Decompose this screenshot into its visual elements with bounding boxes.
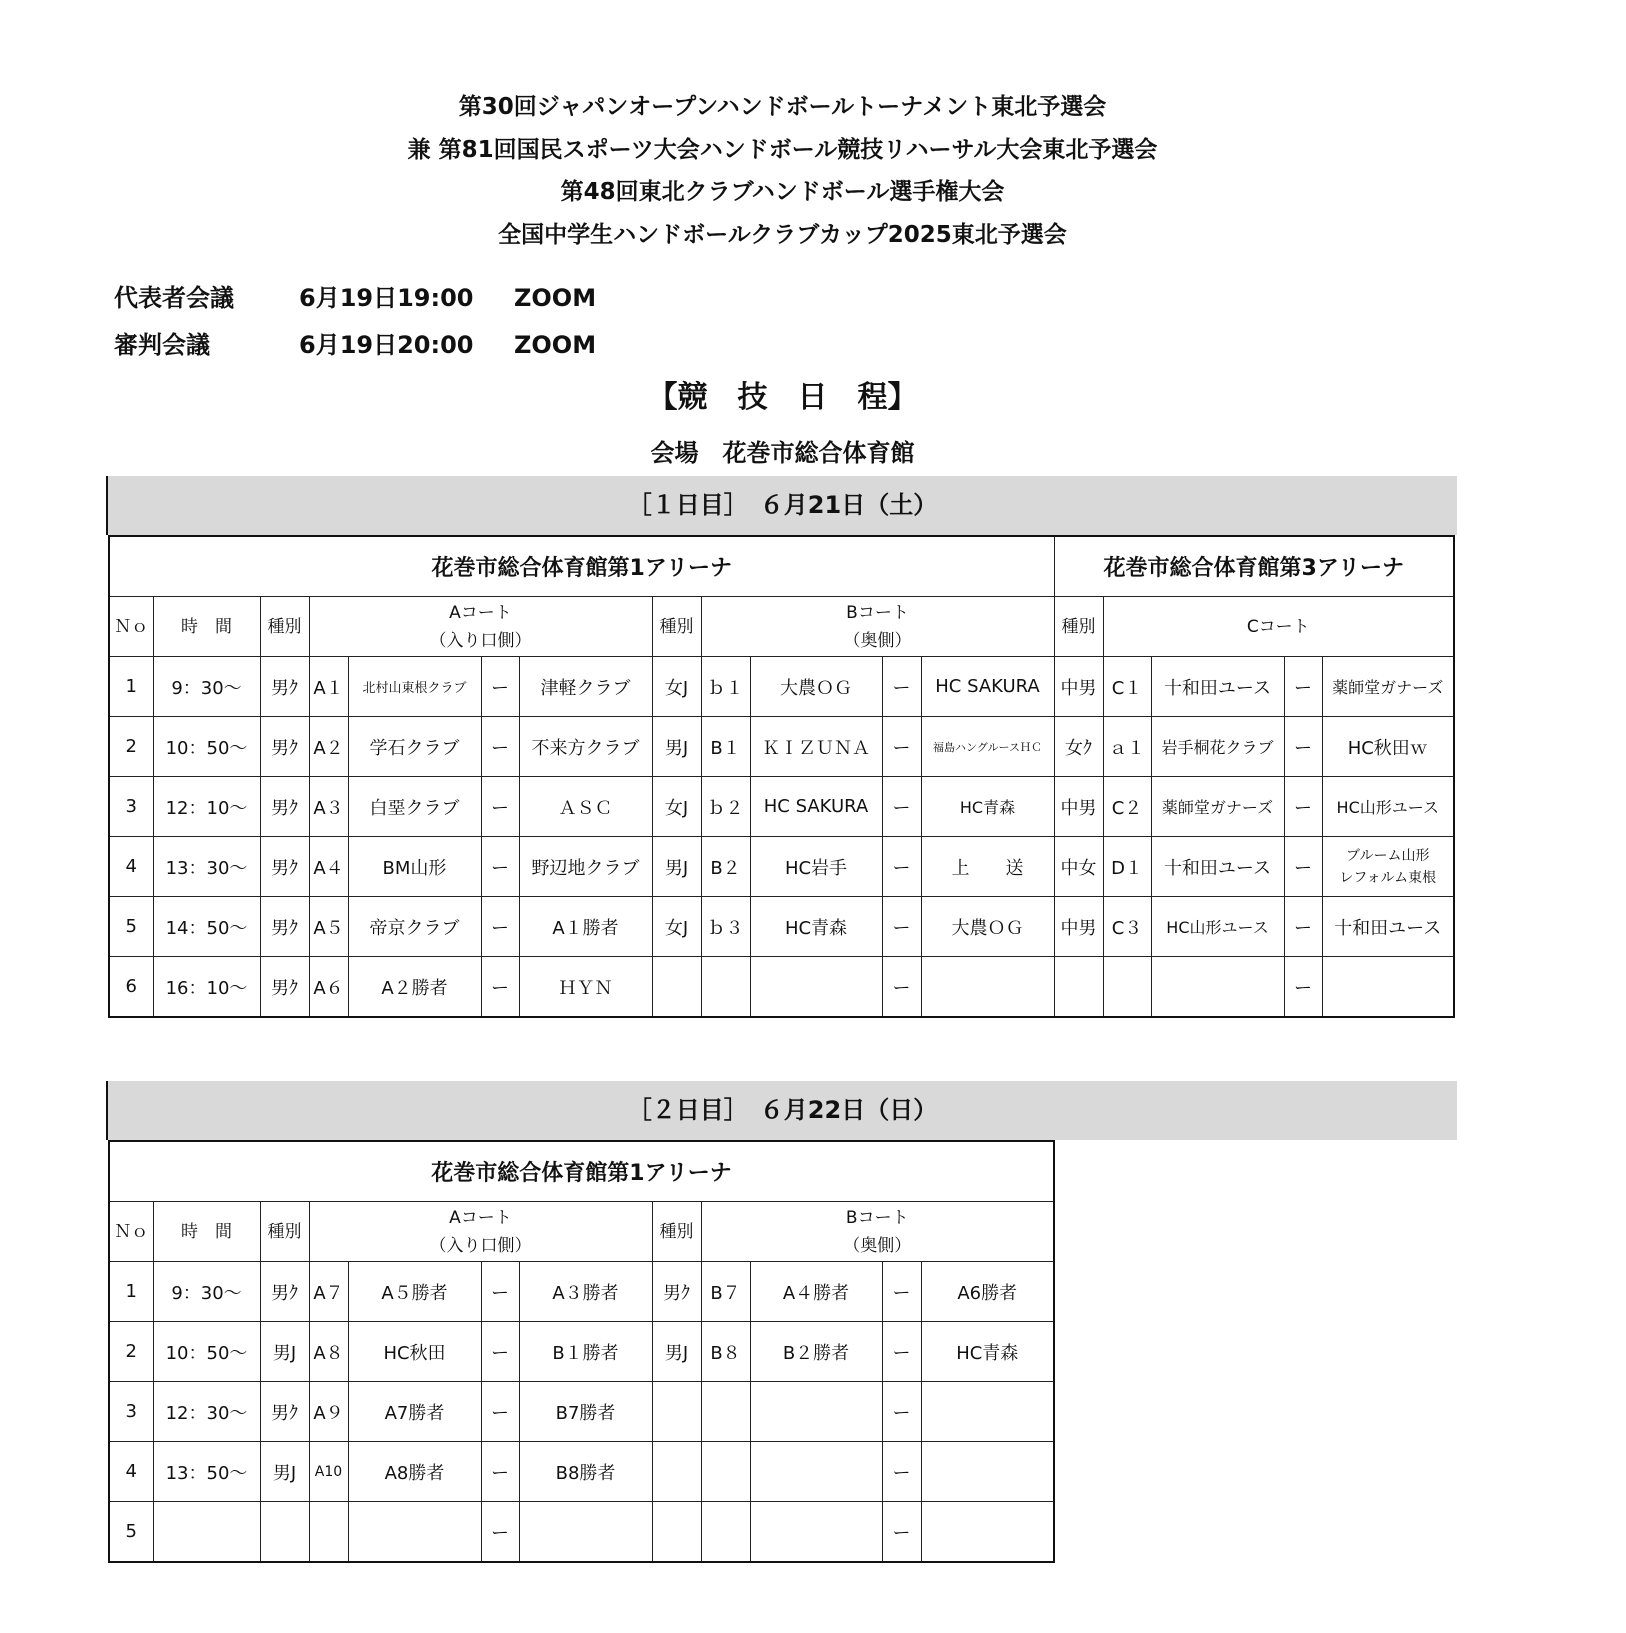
c-away-team: HC秋田ｗ xyxy=(1322,717,1454,777)
match-time: 10：50～ xyxy=(153,1322,260,1382)
a-away-team: B１勝者 xyxy=(519,1322,652,1382)
b-away-team: A6勝者 xyxy=(921,1262,1054,1322)
vs-dash: ー xyxy=(882,657,921,717)
a-home-team: 帝京クラブ xyxy=(348,897,481,957)
c-type xyxy=(1054,957,1103,1018)
vs-dash: ー xyxy=(882,1442,921,1502)
c-type: 女ｸ xyxy=(1054,717,1103,777)
vs-dash: ー xyxy=(1284,717,1322,777)
b-away-team: HC SAKURA xyxy=(921,657,1054,717)
b-match-id: ｂ１ xyxy=(701,657,750,717)
vs-dash: ー xyxy=(1284,777,1322,837)
match-time: 13：30～ xyxy=(153,837,260,897)
a-match-id xyxy=(309,1502,348,1563)
table-row xyxy=(109,1502,1054,1563)
header-type-a: 種別 xyxy=(260,597,309,657)
b-type: 男J xyxy=(652,837,701,897)
vs-dash: ー xyxy=(882,777,921,837)
header-court-c: Cコート xyxy=(1103,597,1454,657)
c-match-id: D１ xyxy=(1103,837,1151,897)
meeting-place: ZOOM xyxy=(514,284,597,312)
vs-dash: ー xyxy=(481,1262,519,1322)
c-home-team: HC山形ユース xyxy=(1151,897,1284,957)
match-time: 16：10～ xyxy=(153,957,260,1018)
meeting-label: 審判会議 xyxy=(114,331,210,359)
a-match-id: A３ xyxy=(309,777,348,837)
day1-arena1-name: 花巻市総合体育館第1アリーナ xyxy=(109,536,1054,597)
vs-dash: ー xyxy=(882,897,921,957)
c-home-team: 十和田ユース xyxy=(1151,837,1284,897)
b-match-id: ｂ２ xyxy=(701,777,750,837)
b-home-team xyxy=(750,957,882,1018)
c-home-team: 十和田ユース xyxy=(1151,657,1284,717)
b-away-team xyxy=(921,1502,1054,1563)
match-time: 10：50～ xyxy=(153,717,260,777)
a-away-team: 津軽クラブ xyxy=(519,657,652,717)
c-match-id: C２ xyxy=(1103,777,1151,837)
match-time: 12：30～ xyxy=(153,1382,260,1442)
b-home-team: B２勝者 xyxy=(750,1322,882,1382)
match-time: 9：30～ xyxy=(153,657,260,717)
a-away-team: ＨＹＮ xyxy=(519,957,652,1018)
meeting-label: 代表者会議 xyxy=(114,284,234,312)
a-home-team: A7勝者 xyxy=(348,1382,481,1442)
c-away-team-1: ブルーム山形 xyxy=(1346,847,1430,864)
day2-band xyxy=(108,1081,1457,1140)
document-titles xyxy=(0,86,1565,256)
table-row xyxy=(109,837,1454,897)
header-time: 時 間 xyxy=(153,1202,260,1262)
b-away-team: HC青森 xyxy=(921,777,1054,837)
b-type: 女J xyxy=(652,897,701,957)
a-type: 男ｸ xyxy=(260,717,309,777)
match-time xyxy=(153,1502,260,1563)
a-match-id: A８ xyxy=(309,1322,348,1382)
title-line-2: 兼 第81回国民スポーツ大会ハンドボール競技リハーサル大会東北予選会 xyxy=(407,136,1158,163)
match-no: 1 xyxy=(109,657,153,717)
venue: 会場 花巻市総合体育館 xyxy=(650,439,915,467)
table-row xyxy=(109,657,1454,717)
vs-dash: ー xyxy=(1284,837,1322,897)
b-away-team: 福島ハングルースＨＣ xyxy=(921,717,1054,777)
b-away-team: 大農ＯＧ xyxy=(921,897,1054,957)
a-type: 男ｸ xyxy=(260,897,309,957)
a-away-team xyxy=(519,1502,652,1563)
match-no: 2 xyxy=(109,717,153,777)
court-b-label: Bコート xyxy=(846,602,909,623)
day2-band-rule xyxy=(106,1081,108,1140)
header-time: 時 間 xyxy=(153,597,260,657)
table-row xyxy=(109,1322,1054,1382)
b-match-id xyxy=(701,1502,750,1563)
b-match-id: B８ xyxy=(701,1322,750,1382)
court-b-sub: （奥側） xyxy=(843,1235,912,1256)
c-away-team xyxy=(1322,957,1454,1018)
a-away-team: B8勝者 xyxy=(519,1442,652,1502)
a-match-id: A６ xyxy=(309,957,348,1018)
court-a-label: Aコート xyxy=(449,1207,512,1228)
vs-dash: ー xyxy=(1284,897,1322,957)
b-home-team: ＫＩＺＵＮＡ xyxy=(750,717,882,777)
vs-dash: ー xyxy=(481,657,519,717)
table-row xyxy=(109,897,1454,957)
a-type: 男ｸ xyxy=(260,777,309,837)
meeting-representatives xyxy=(114,278,596,313)
match-no: 4 xyxy=(109,837,153,897)
a-home-team: A２勝者 xyxy=(348,957,481,1018)
a-home-team: HC秋田 xyxy=(348,1322,481,1382)
b-home-team: HC SAKURA xyxy=(750,777,882,837)
a-type: 男ｸ xyxy=(260,837,309,897)
vs-dash: ー xyxy=(882,1502,921,1563)
b-home-team: 大農ＯＧ xyxy=(750,657,882,717)
meeting-referees xyxy=(114,325,596,360)
c-away-team: 十和田ユース xyxy=(1322,897,1454,957)
a-away-team: ＡＳＣ xyxy=(519,777,652,837)
a-match-id: A５ xyxy=(309,897,348,957)
b-away-team xyxy=(921,1442,1054,1502)
vs-dash: ー xyxy=(1284,657,1322,717)
c-away-team: HC山形ユース xyxy=(1322,777,1454,837)
header-court-b xyxy=(701,597,1054,657)
a-away-team: B7勝者 xyxy=(519,1382,652,1442)
b-type: 女J xyxy=(652,777,701,837)
a-match-id: A10 xyxy=(309,1442,348,1502)
vs-dash: ー xyxy=(882,837,921,897)
a-home-team: BM山形 xyxy=(348,837,481,897)
title-line-3: 第48回東北クラブハンドボール選手権大会 xyxy=(560,179,1005,205)
header-no: Ｎｏ xyxy=(109,597,153,657)
a-match-id: A１ xyxy=(309,657,348,717)
match-no: 3 xyxy=(109,1382,153,1442)
a-away-team: 野辺地クラブ xyxy=(519,837,652,897)
vs-dash: ー xyxy=(481,897,519,957)
header-court-b xyxy=(701,1202,1054,1262)
vs-dash: ー xyxy=(481,777,519,837)
a-type: 男ｸ xyxy=(260,957,309,1018)
vs-dash: ー xyxy=(481,717,519,777)
a-away-team: A１勝者 xyxy=(519,897,652,957)
a-type: 男ｸ xyxy=(260,1262,309,1322)
a-home-team xyxy=(348,1502,481,1563)
day2-arena1-name: 花巻市総合体育館第1アリーナ xyxy=(109,1141,1054,1202)
vs-dash: ー xyxy=(481,1382,519,1442)
title-line-1: 第30回ジャパンオープンハンドボールトーナメント東北予選会 xyxy=(458,94,1107,120)
b-type xyxy=(652,1442,701,1502)
c-match-id: C３ xyxy=(1103,897,1151,957)
table-row xyxy=(109,717,1454,777)
b-type xyxy=(652,1502,701,1563)
b-match-id xyxy=(701,1442,750,1502)
table-row xyxy=(109,957,1454,1018)
c-match-id: ａ１ xyxy=(1103,717,1151,777)
a-home-team: 北村山東根クラブ xyxy=(348,657,481,717)
match-no: 4 xyxy=(109,1442,153,1502)
match-no: 3 xyxy=(109,777,153,837)
schedule-title: 【競 技 日 程】 xyxy=(647,380,918,415)
b-match-id: B１ xyxy=(701,717,750,777)
vs-dash: ー xyxy=(481,837,519,897)
c-match-id xyxy=(1103,957,1151,1018)
day1-label: ［１日目］ ６月21日（土） xyxy=(627,491,938,519)
b-home-team: HC岩手 xyxy=(750,837,882,897)
meeting-time: 6月19日19:00 xyxy=(299,284,474,312)
court-a-sub: （入り口側） xyxy=(429,630,532,651)
table-row xyxy=(109,1262,1054,1322)
vs-dash: ー xyxy=(481,1322,519,1382)
a-home-team: 白堊クラブ xyxy=(348,777,481,837)
day1-band-rule xyxy=(106,476,108,535)
day1-arena3-name: 花巻市総合体育館第3アリーナ xyxy=(1054,536,1454,597)
table-row xyxy=(109,1442,1054,1502)
c-match-id: C１ xyxy=(1103,657,1151,717)
b-home-team xyxy=(750,1382,882,1442)
vs-dash: ー xyxy=(481,1502,519,1563)
c-away-team-2: レフォルム東根 xyxy=(1339,869,1437,886)
header-type-c: 種別 xyxy=(1054,597,1103,657)
header-court-a xyxy=(309,597,652,657)
header-type-a: 種別 xyxy=(260,1202,309,1262)
c-type: 中女 xyxy=(1054,837,1103,897)
day2-schedule-table xyxy=(108,1140,1055,1563)
vs-dash: ー xyxy=(882,957,921,1018)
a-home-team: 学石クラブ xyxy=(348,717,481,777)
c-type: 中男 xyxy=(1054,777,1103,837)
a-type: 男J xyxy=(260,1322,309,1382)
c-home-team xyxy=(1151,957,1284,1018)
title-line-4: 全国中学生ハンドボールクラブカップ2025東北予選会 xyxy=(498,221,1067,248)
b-match-id: B２ xyxy=(701,837,750,897)
b-type: 女J xyxy=(652,657,701,717)
a-match-id: A９ xyxy=(309,1382,348,1442)
c-type: 中男 xyxy=(1054,897,1103,957)
b-home-team xyxy=(750,1442,882,1502)
a-match-id: A７ xyxy=(309,1262,348,1322)
court-b-sub: （奥側） xyxy=(843,630,912,651)
a-match-id: A２ xyxy=(309,717,348,777)
a-home-team: A５勝者 xyxy=(348,1262,481,1322)
b-type: 男J xyxy=(652,717,701,777)
day1-schedule-table xyxy=(108,535,1455,1018)
vs-dash: ー xyxy=(481,957,519,1018)
a-type: 男J xyxy=(260,1442,309,1502)
b-match-id xyxy=(701,1382,750,1442)
vs-dash: ー xyxy=(882,1322,921,1382)
c-type: 中男 xyxy=(1054,657,1103,717)
header-type-b: 種別 xyxy=(652,597,701,657)
a-away-team: 不来方クラブ xyxy=(519,717,652,777)
match-time: 12：10～ xyxy=(153,777,260,837)
match-no: 5 xyxy=(109,1502,153,1563)
b-type xyxy=(652,1382,701,1442)
match-time: 14：50～ xyxy=(153,897,260,957)
b-match-id xyxy=(701,957,750,1018)
b-home-team: HC青森 xyxy=(750,897,882,957)
b-away-team xyxy=(921,1382,1054,1442)
c-away-teams xyxy=(1322,837,1454,897)
vs-dash: ー xyxy=(882,717,921,777)
day1-band xyxy=(108,476,1457,535)
vs-dash: ー xyxy=(882,1262,921,1322)
court-a-label: Aコート xyxy=(449,602,512,623)
b-home-team xyxy=(750,1502,882,1563)
meeting-place: ZOOM xyxy=(514,331,597,359)
b-match-id: ｂ３ xyxy=(701,897,750,957)
b-match-id: B７ xyxy=(701,1262,750,1322)
match-no: 5 xyxy=(109,897,153,957)
a-type xyxy=(260,1502,309,1563)
vs-dash: ー xyxy=(481,1442,519,1502)
b-type xyxy=(652,957,701,1018)
match-no: 6 xyxy=(109,957,153,1018)
vs-dash: ー xyxy=(1284,957,1322,1018)
meeting-time: 6月19日20:00 xyxy=(299,331,474,359)
a-home-team: A8勝者 xyxy=(348,1442,481,1502)
match-time: 13：50～ xyxy=(153,1442,260,1502)
court-b-label: Bコート xyxy=(845,1207,909,1228)
court-a-sub: （入り口側） xyxy=(429,1235,532,1256)
match-time: 9：30～ xyxy=(153,1262,260,1322)
c-home-team: 薬師堂ガナーズ xyxy=(1151,777,1284,837)
c-home-team: 岩手桐花クラブ xyxy=(1151,717,1284,777)
table-row xyxy=(109,1382,1054,1442)
c-away-team: 薬師堂ガナーズ xyxy=(1322,657,1454,717)
b-type: 男ｸ xyxy=(652,1262,701,1322)
a-match-id: A４ xyxy=(309,837,348,897)
b-away-team xyxy=(921,957,1054,1018)
match-no: 2 xyxy=(109,1322,153,1382)
header-court-a xyxy=(309,1202,652,1262)
a-type: 男ｸ xyxy=(260,1382,309,1442)
b-away-team: HC青森 xyxy=(921,1322,1054,1382)
header-type-b: 種別 xyxy=(652,1202,701,1262)
table-row xyxy=(109,777,1454,837)
a-away-team: A３勝者 xyxy=(519,1262,652,1322)
vs-dash: ー xyxy=(882,1382,921,1442)
a-type: 男ｸ xyxy=(260,657,309,717)
b-home-team: A４勝者 xyxy=(750,1262,882,1322)
match-no: 1 xyxy=(109,1262,153,1322)
b-away-team: 上 送 xyxy=(921,837,1054,897)
header-no: Ｎｏ xyxy=(109,1202,153,1262)
day2-label: ［２日目］ ６月22日（日） xyxy=(627,1096,938,1124)
b-type: 男J xyxy=(652,1322,701,1382)
